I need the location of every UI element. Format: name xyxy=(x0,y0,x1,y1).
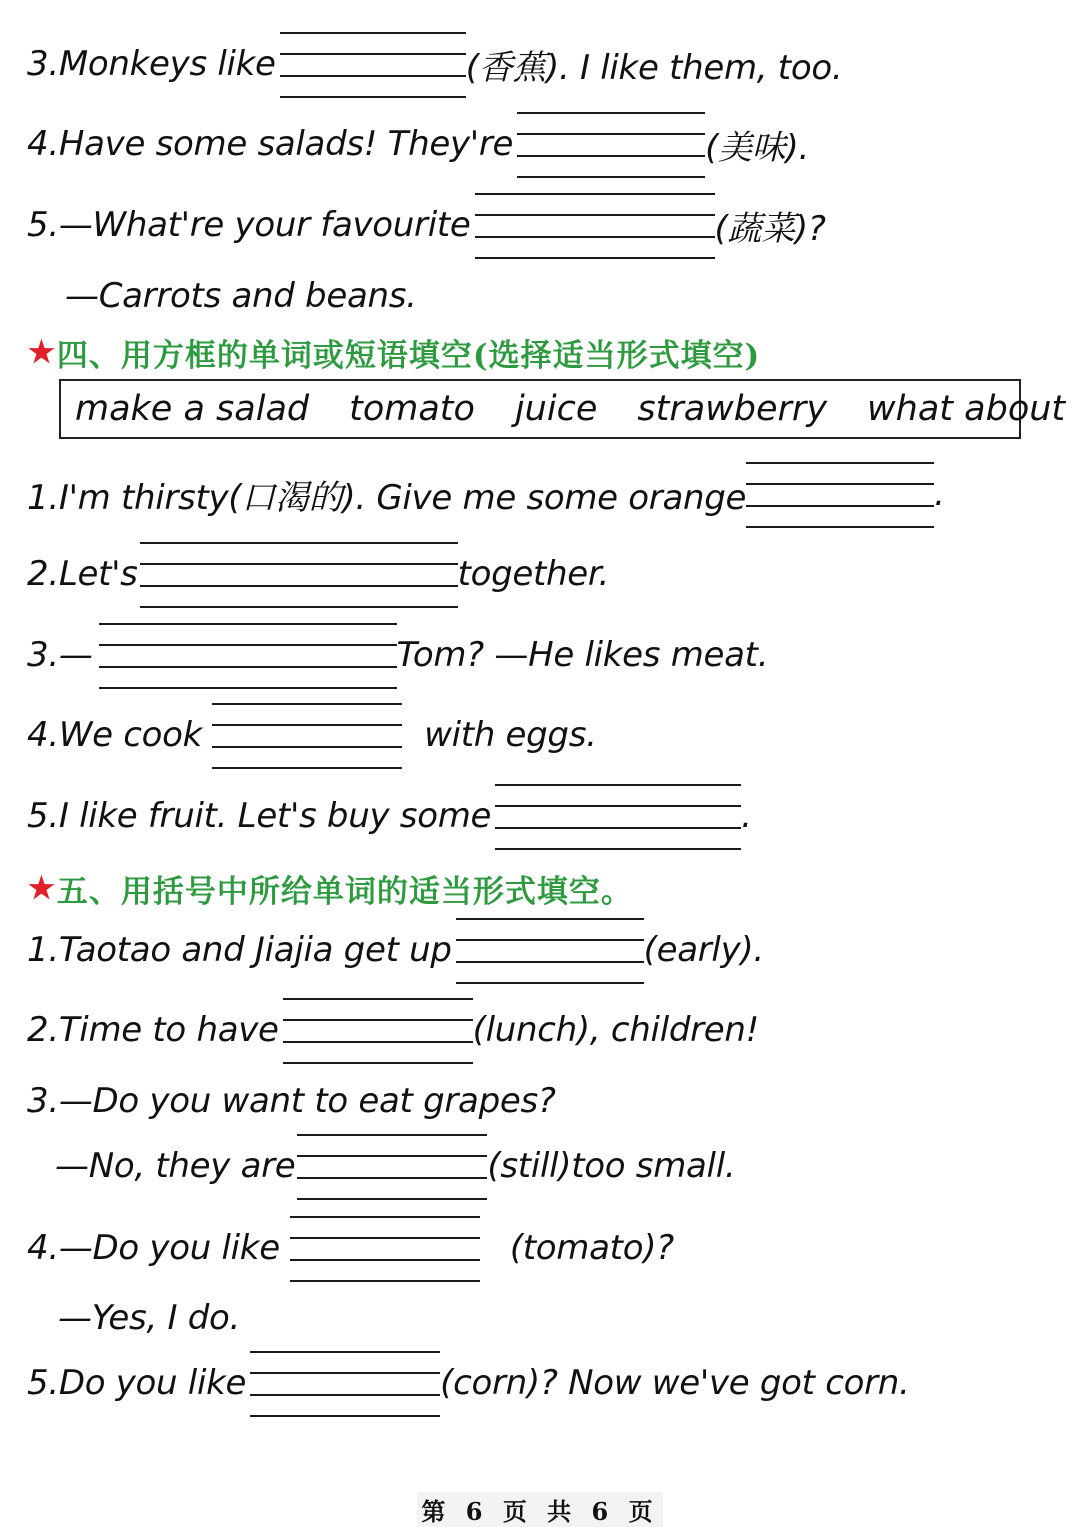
s4-q2-after: together. xyxy=(457,554,609,594)
s5-q5 xyxy=(27,1363,910,1403)
s5-q4-answer xyxy=(58,1298,240,1338)
s5-q2-after: (lunch), children! xyxy=(472,1010,759,1050)
s5-q3-blank[interactable] xyxy=(297,1146,487,1186)
s5-q1-before: 1.Taotao and Jiajia get up xyxy=(27,930,452,970)
s4-q5-after: . xyxy=(741,796,752,836)
s5-q3-before: —No, they are xyxy=(55,1146,296,1186)
s4-q5-before: 5.I like fruit. Let's buy some xyxy=(27,796,492,836)
word-box-item: what about xyxy=(867,389,1066,429)
s3-q4 xyxy=(27,124,809,168)
s5-q5-before: 5.Do you like xyxy=(27,1363,247,1403)
word-box xyxy=(59,379,1066,439)
s5-q2-blank[interactable] xyxy=(283,1010,473,1050)
s3-q4-blank[interactable] xyxy=(517,124,705,164)
s5-q3-question xyxy=(27,1081,556,1121)
s3-q5-answer-text: —Carrots and beans. xyxy=(65,276,417,316)
section5-heading xyxy=(28,866,633,910)
s5-q4-blank[interactable] xyxy=(290,1228,480,1268)
s4-q1 xyxy=(27,474,945,518)
s3-q4-before: 4.Have some salads! They're xyxy=(27,124,514,164)
s5-q4-before: 4.—Do you like xyxy=(27,1228,280,1268)
s4-q4 xyxy=(27,715,597,755)
s4-q3-blank[interactable] xyxy=(99,635,397,675)
s5-q1-after: (early). xyxy=(643,930,764,970)
s5-q3-after: (still)too small. xyxy=(487,1146,736,1186)
s4-q1-after: . xyxy=(934,474,945,514)
s4-q1-before: 1.I'm thirsty(口渴的). Give me some orange xyxy=(27,477,747,518)
s5-q2-before: 2.Time to have xyxy=(27,1010,279,1050)
s3-q5-after: (蔬菜)? xyxy=(714,208,826,249)
s3-q5-before: 5.—What're your favourite xyxy=(27,205,471,245)
s4-q1-blank[interactable] xyxy=(746,474,934,514)
s5-q3-question-text: 3.—Do you want to eat grapes? xyxy=(27,1081,556,1121)
page-footer xyxy=(0,1492,1080,1526)
section4-heading xyxy=(28,330,760,374)
s5-q2 xyxy=(27,1010,759,1050)
s4-q2-blank[interactable] xyxy=(140,554,458,594)
s4-q2-before: 2.Let's xyxy=(27,554,138,594)
s3-q4-after: (美味). xyxy=(705,127,809,168)
s4-q5-blank[interactable] xyxy=(495,796,741,836)
s5-q3-answer xyxy=(55,1146,735,1186)
s5-q1-blank[interactable] xyxy=(456,930,644,970)
page-number: 第 6 页 共 6 页 xyxy=(417,1492,662,1527)
s4-q4-after: with eggs. xyxy=(424,715,597,755)
s3-q5 xyxy=(27,205,826,249)
s3-q3-blank[interactable] xyxy=(280,44,466,84)
s4-q3-before: 3.— xyxy=(27,635,93,675)
s5-q5-after: (corn)? Now we've got corn. xyxy=(440,1363,910,1403)
s3-q3 xyxy=(27,44,843,88)
s4-q3 xyxy=(27,635,768,675)
section4-heading-text: 四、用方框的单词或短语填空(选择适当形式填空) xyxy=(56,337,761,374)
word-box-item: juice xyxy=(514,389,598,429)
word-box-item: tomato xyxy=(349,389,475,429)
s5-q1 xyxy=(27,930,764,970)
s4-q4-blank[interactable] xyxy=(212,715,402,755)
s4-q3-after: Tom? —He likes meat. xyxy=(396,635,769,675)
s4-q5 xyxy=(27,796,752,836)
word-box-item: strawberry xyxy=(637,389,828,429)
s3-q3-after: (香蕉). I like them, too. xyxy=(465,47,843,88)
star-icon: ★ xyxy=(28,334,55,370)
s5-q4-after: (tomato)? xyxy=(509,1228,674,1268)
s4-q4-before: 4.We cook xyxy=(27,715,203,755)
s3-q5-blank[interactable] xyxy=(475,205,715,245)
s4-q2 xyxy=(27,554,609,594)
word-box-item: make a salad xyxy=(75,389,310,429)
s3-q3-before: 3.Monkeys like xyxy=(27,44,276,84)
s5-q4-answer-text: —Yes, I do. xyxy=(58,1298,241,1338)
s5-q5-blank[interactable] xyxy=(250,1363,440,1403)
star-icon: ★ xyxy=(28,870,55,906)
s3-q5-answer xyxy=(65,276,417,316)
section5-heading-text: 五、用括号中所给单词的适当形式填空。 xyxy=(56,873,633,910)
s5-q4 xyxy=(27,1228,674,1268)
